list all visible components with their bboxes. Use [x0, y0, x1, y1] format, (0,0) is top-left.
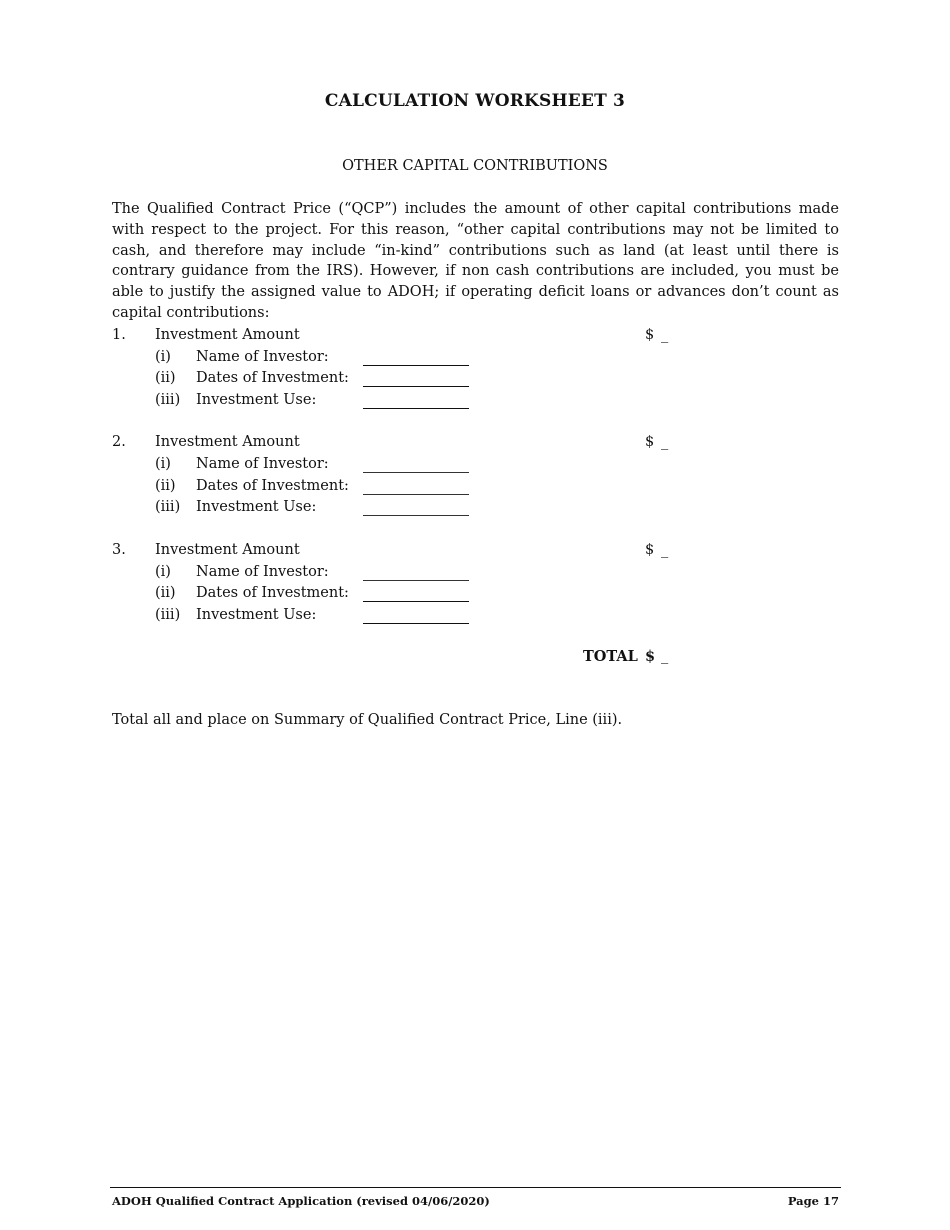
investment-use-label: Investment Use:	[196, 499, 317, 515]
investment-use-field[interactable]	[363, 623, 469, 624]
investment-amount-label: Investment Amount	[155, 327, 300, 343]
name-of-investor-label: Name of Investor:	[196, 349, 329, 365]
name-of-investor-label: Name of Investor:	[196, 456, 329, 472]
investment-amount-field[interactable]: _	[661, 434, 669, 450]
dates-of-investment-row	[0, 370, 950, 390]
roman-numeral: (iii)	[155, 499, 181, 515]
roman-numeral: (i)	[155, 349, 171, 365]
investment-use-row	[0, 499, 950, 519]
investment-use-field[interactable]	[363, 408, 469, 409]
name-of-investor-row	[0, 456, 950, 476]
name-of-investor-label: Name of Investor:	[196, 564, 329, 580]
currency-symbol: $	[645, 542, 655, 558]
dates-of-investment-field[interactable]	[363, 601, 469, 602]
investment-use-row	[0, 392, 950, 412]
investment-amount-label: Investment Amount	[155, 542, 300, 558]
dates-of-investment-label: Dates of Investment:	[196, 585, 349, 601]
roman-numeral: (iii)	[155, 607, 181, 623]
investment-amount-field[interactable]: _	[661, 542, 669, 558]
dates-of-investment-field[interactable]	[363, 386, 469, 387]
item-number: 1.	[112, 327, 126, 343]
dates-of-investment-field[interactable]	[363, 494, 469, 495]
investment-use-label: Investment Use:	[196, 607, 317, 623]
investment-amount-field[interactable]: _	[661, 327, 669, 343]
total-currency-symbol: $	[645, 648, 656, 665]
name-of-investor-row	[0, 349, 950, 369]
roman-numeral: (i)	[155, 456, 171, 472]
investment-amount-label: Investment Amount	[155, 434, 300, 450]
footer-page-number: Page 17	[787, 1194, 839, 1208]
total-amount-field[interactable]: _	[661, 648, 669, 664]
footer-divider	[110, 1187, 841, 1188]
dates-of-investment-row	[0, 585, 950, 605]
roman-numeral: (ii)	[155, 370, 176, 386]
name-of-investor-field[interactable]	[363, 580, 469, 581]
name-of-investor-field[interactable]	[363, 472, 469, 473]
item-number: 3.	[112, 542, 126, 558]
investment-use-label: Investment Use:	[196, 392, 317, 408]
investment-item-1	[0, 327, 950, 417]
name-of-investor-field[interactable]	[363, 365, 469, 366]
intro-paragraph: The Qualified Contract Price (“QCP”) includes the amount of other capital contributions made with respect to the project. For this reason, “other capital contributions may not be limited to cash, and therefore may include “in-kind” contributions such as land (at least until there is contrary guidance from the IRS). However, if non cash contributions are included, you must be able to justify the assigned value to ADOH; if operating deficit loans or advances don’t count as capital contributions:	[112, 201, 839, 321]
page-title: CALCULATION WORKSHEET 3	[324, 91, 626, 111]
total-label: TOTAL	[583, 648, 638, 665]
name-of-investor-row	[0, 564, 950, 584]
investment-use-row	[0, 607, 950, 627]
currency-symbol: $	[645, 327, 655, 343]
roman-numeral: (i)	[155, 564, 171, 580]
investment-item-3	[0, 542, 950, 632]
currency-symbol: $	[645, 434, 655, 450]
footer-document-name: ADOH Qualified Contract Application (revised 04/06/2020)	[112, 1194, 490, 1208]
dates-of-investment-label: Dates of Investment:	[196, 478, 349, 494]
dates-of-investment-label: Dates of Investment:	[196, 370, 349, 386]
dates-of-investment-row	[0, 478, 950, 498]
roman-numeral: (iii)	[155, 392, 181, 408]
investment-item-2	[0, 434, 950, 524]
roman-numeral: (ii)	[155, 585, 176, 601]
roman-numeral: (ii)	[155, 478, 176, 494]
item-number: 2.	[112, 434, 126, 450]
section-subtitle: OTHER CAPITAL CONTRIBUTIONS	[342, 158, 608, 174]
investment-use-field[interactable]	[363, 515, 469, 516]
instruction-note: Total all and place on Summary of Qualified Contract Price, Line (iii).	[112, 712, 623, 728]
